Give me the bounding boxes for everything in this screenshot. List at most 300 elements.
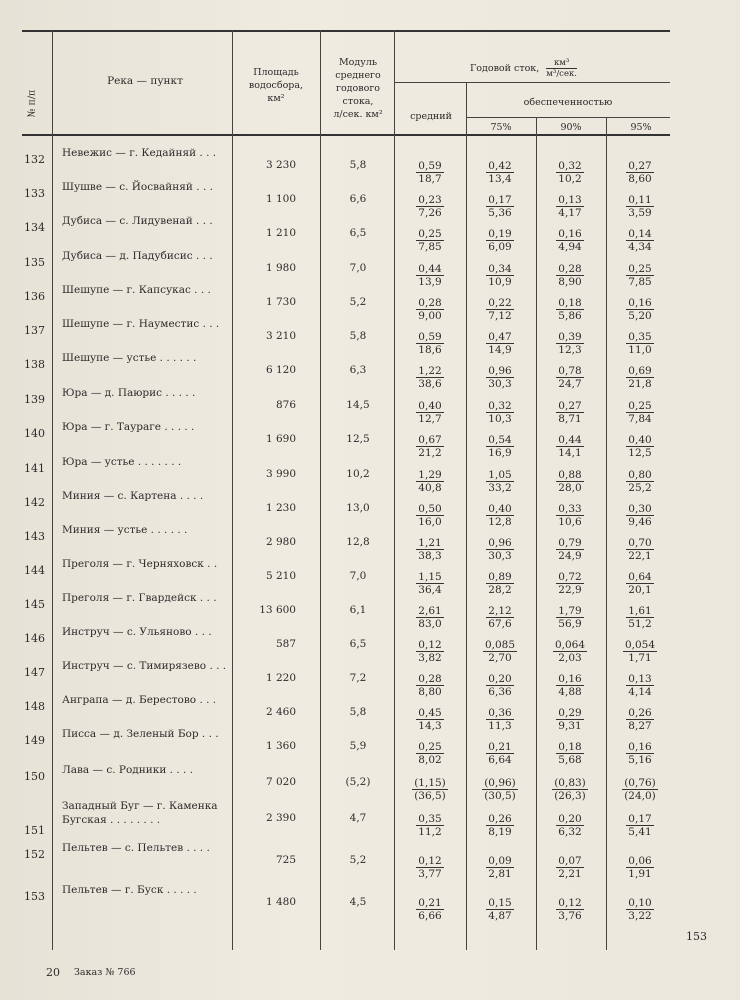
runoff-volume: 0,22 (488, 297, 512, 309)
runoff-discharge: 22,9 (558, 584, 582, 596)
runoff-discharge: 12,7 (418, 413, 442, 425)
runoff-volume: 0,16 (558, 228, 582, 240)
table-row (0, 796, 740, 838)
catchment-area: 2 460 (265, 706, 296, 718)
runoff-discharge: 14,1 (558, 447, 582, 459)
runoff-p90 (540, 813, 600, 838)
runoff-modulus: 5,8 (349, 159, 367, 171)
catchment-area: 1 100 (265, 193, 296, 205)
catchment-area: 3 990 (265, 468, 296, 480)
runoff-discharge: 5,20 (628, 310, 652, 322)
runoff-p95 (610, 813, 670, 838)
river-name: Пельтев — г. Буск . . . . . (62, 884, 197, 896)
river-name: Юра — г. Таураге . . . . . (62, 421, 195, 433)
runoff-volume: 0,064 (554, 639, 586, 651)
runoff-volume: 0,32 (558, 160, 582, 172)
header-river: Река — пункт (107, 75, 183, 87)
runoff-discharge: 51,2 (628, 618, 652, 630)
river-name: Дубиса — д. Падубисис . . . (62, 250, 213, 262)
catchment-area: 13 600 (259, 604, 296, 616)
runoff-discharge: 5,16 (628, 754, 652, 766)
runoff-volume: 0,42 (488, 160, 512, 172)
runoff-volume: 0,44 (558, 434, 582, 446)
river-name: Дубиса — с. Лидувенай . . . (62, 215, 213, 227)
runoff-discharge: 3,22 (628, 910, 652, 922)
runoff-discharge: 10,6 (558, 516, 582, 528)
runoff-units-bottom: м³/сек. (546, 69, 577, 79)
catchment-area: 6 120 (265, 364, 296, 376)
runoff-discharge: 4,14 (628, 686, 652, 698)
table-row (0, 280, 740, 322)
runoff-volume: 0,88 (558, 469, 582, 481)
river-name: Западный Буг — г. Каменка (62, 800, 218, 812)
runoff-discharge: 3,82 (418, 652, 442, 664)
runoff-discharge: 5,86 (558, 310, 582, 322)
row-number: 146 (24, 632, 45, 645)
row-number: 137 (24, 324, 45, 337)
runoff-discharge: (24,0) (624, 790, 656, 802)
river-name: Шешупе — г. Науместис . . . (62, 318, 220, 330)
river-name: Юра — устье . . . . . . . (62, 456, 182, 468)
runoff-discharge: 38,6 (418, 378, 442, 390)
runoff-modulus: 12,5 (346, 433, 370, 445)
row-number: 138 (24, 358, 45, 371)
runoff-discharge: 12,8 (488, 516, 512, 528)
runoff-volume: 0,67 (418, 434, 442, 446)
header-area: Площадь водосбора, км² (248, 67, 304, 104)
runoff-discharge: 10,2 (558, 173, 582, 185)
runoff-modulus: 7,2 (349, 672, 367, 684)
header-p95: 95% (630, 122, 652, 133)
runoff-discharge: (26,3) (554, 790, 586, 802)
runoff-discharge: 11,3 (488, 720, 512, 732)
row-number: 136 (24, 290, 45, 303)
runoff-volume: 0,25 (418, 228, 442, 240)
river-name: Невежис — г. Кедайняй . . . (62, 147, 217, 159)
runoff-discharge: 8,80 (418, 686, 442, 698)
row-number: 132 (24, 153, 45, 166)
runoff-discharge: 12,5 (628, 447, 652, 459)
runoff-discharge: 8,02 (418, 754, 442, 766)
runoff-volume: 0,17 (628, 813, 652, 825)
mean-runoff (400, 855, 460, 880)
header-modul: Модуль среднего годового стока, л/сек. км² (333, 57, 383, 120)
runoff-discharge: 10,3 (488, 413, 512, 425)
table-row (0, 622, 740, 664)
runoff-modulus: 12,8 (346, 536, 370, 548)
river-name: Шушве — с. Йосвайняй . . . (62, 181, 213, 193)
runoff-discharge: 18,6 (418, 344, 442, 356)
runoff-volume: 1,61 (628, 605, 652, 617)
runoff-volume: 1,29 (418, 469, 442, 481)
runoff-discharge: 4,94 (558, 241, 582, 253)
runoff-volume: 0,35 (418, 813, 442, 825)
runoff-volume: 0,89 (488, 571, 512, 583)
runoff-discharge: 11,2 (418, 826, 442, 838)
runoff-volume: 0,18 (558, 741, 582, 753)
runoff-volume: 0,07 (558, 855, 582, 867)
runoff-volume: 0,20 (558, 813, 582, 825)
header-probability: обеспеченностью (523, 97, 613, 108)
runoff-discharge: 2,70 (488, 652, 512, 664)
runoff-modulus: 6,5 (349, 638, 367, 650)
runoff-volume: 1,79 (558, 605, 582, 617)
runoff-volume: 0,17 (488, 194, 512, 206)
river-name: Инструч — с. Тимирязево . . . (62, 660, 227, 672)
runoff-modulus: 5,9 (349, 740, 367, 752)
runoff-discharge: 9,31 (558, 720, 582, 732)
runoff-units-top: км³ (546, 58, 577, 69)
runoff-volume: 0,26 (628, 707, 652, 719)
runoff-volume: 1,15 (418, 571, 442, 583)
runoff-volume: 0,47 (488, 331, 512, 343)
row-number: 148 (24, 700, 45, 713)
row-number: 134 (24, 221, 45, 234)
runoff-discharge: 24,7 (558, 378, 582, 390)
runoff-discharge: 9,00 (418, 310, 442, 322)
runoff-p75 (470, 897, 530, 922)
row-number: 140 (24, 427, 45, 440)
left-page-number: 20 (46, 966, 60, 979)
runoff-discharge: 4,17 (558, 207, 582, 219)
table-row (0, 838, 740, 880)
runoff-volume: 0,10 (628, 897, 652, 909)
runoff-volume: (0,96) (484, 777, 516, 789)
runoff-volume: 0,34 (488, 263, 512, 275)
runoff-modulus: 5,8 (349, 330, 367, 342)
runoff-volume: 0,06 (628, 855, 652, 867)
row-number: 144 (24, 564, 45, 577)
catchment-area: 1 690 (265, 433, 296, 445)
runoff-discharge: (36,5) (414, 790, 446, 802)
table-top-rule (22, 30, 670, 32)
catchment-area: 587 (275, 638, 296, 650)
runoff-discharge: 22,1 (628, 550, 652, 562)
runoff-volume: 0,64 (628, 571, 652, 583)
table-row (0, 486, 740, 528)
runoff-volume: 0,11 (628, 194, 652, 206)
table-row (0, 520, 740, 562)
runoff-discharge: 8,27 (628, 720, 652, 732)
runoff-volume: (1,15) (414, 777, 446, 789)
runoff-discharge: 21,2 (418, 447, 442, 459)
runoff-volume: 0,33 (558, 503, 582, 515)
runoff-discharge: 28,0 (558, 482, 582, 494)
runoff-volume: 0,15 (488, 897, 512, 909)
row-number: 141 (24, 462, 45, 475)
runoff-volume: 0,28 (418, 673, 442, 685)
river-name: Миния — с. Картена . . . . (62, 490, 204, 502)
runoff-discharge: 21,8 (628, 378, 652, 390)
row-number: 153 (24, 890, 45, 903)
catchment-area: 7 020 (265, 776, 296, 788)
row-number: 152 (24, 848, 45, 861)
table-row (0, 724, 740, 766)
runoff-volume: 0,50 (418, 503, 442, 515)
runoff-volume: 0,40 (488, 503, 512, 515)
table-row (0, 656, 740, 698)
runoff-modulus: 5,8 (349, 706, 367, 718)
runoff-volume: 0,13 (558, 194, 582, 206)
runoff-discharge: 13,4 (488, 173, 512, 185)
runoff-volume: 0,09 (488, 855, 512, 867)
river-name: Лава — с. Родники . . . . (62, 764, 194, 776)
runoff-discharge: 2,81 (488, 868, 512, 880)
runoff-discharge: 16,9 (488, 447, 512, 459)
runoff-volume: 0,16 (628, 741, 652, 753)
runoff-discharge: 36,4 (418, 584, 442, 596)
runoff-p75 (470, 813, 530, 838)
header-p75: 75% (490, 122, 512, 133)
runoff-modulus: 5,2 (349, 296, 367, 308)
mean-runoff (400, 813, 460, 838)
runoff-p95 (610, 855, 670, 880)
runoff-modulus: 13,0 (346, 502, 370, 514)
runoff-discharge: 7,85 (628, 276, 652, 288)
runoff-volume: 0,27 (558, 400, 582, 412)
runoff-volume: 0,25 (628, 263, 652, 275)
runoff-header-rule (394, 82, 670, 83)
runoff-discharge: 7,85 (418, 241, 442, 253)
catchment-area: 1 980 (265, 262, 296, 274)
runoff-modulus: (5,2) (345, 776, 371, 788)
runoff-modulus: 6,6 (349, 193, 367, 205)
runoff-volume: 0,72 (558, 571, 582, 583)
runoff-discharge: 8,60 (628, 173, 652, 185)
table-row (0, 760, 740, 802)
header-mean: средний (410, 111, 452, 122)
runoff-discharge: 25,2 (628, 482, 652, 494)
table-row (0, 417, 740, 459)
catchment-area: 1 220 (265, 672, 296, 684)
runoff-modulus: 14,5 (346, 399, 370, 411)
runoff-discharge: 30,3 (488, 378, 512, 390)
runoff-discharge: 6,36 (488, 686, 512, 698)
river-name: Писса — д. Зеленый Бор . . . (62, 728, 219, 740)
runoff-volume: 0,79 (558, 537, 582, 549)
runoff-volume: 0,14 (628, 228, 652, 240)
table-row (0, 143, 740, 185)
runoff-discharge: 4,87 (488, 910, 512, 922)
row-number: 135 (24, 256, 45, 269)
runoff-volume: 0,25 (418, 741, 442, 753)
runoff-discharge: 3,77 (418, 868, 442, 880)
runoff-volume: 0,085 (484, 639, 516, 651)
runoff-volume: 2,12 (488, 605, 512, 617)
runoff-volume: 2,61 (418, 605, 442, 617)
runoff-discharge: 7,84 (628, 413, 652, 425)
header-runoff: Годовой сток, км³ м³/сек. (470, 58, 577, 79)
runoff-discharge: 6,64 (488, 754, 512, 766)
catchment-area: 725 (275, 854, 296, 866)
runoff-volume: 0,44 (418, 263, 442, 275)
river-name: Преголя — г. Черняховск . . (62, 558, 218, 570)
runoff-p90 (540, 855, 600, 880)
header-p90: 90% (560, 122, 582, 133)
table-row (0, 383, 740, 425)
runoff-volume: 0,59 (418, 160, 442, 172)
runoff-discharge: 30,3 (488, 550, 512, 562)
river-name: Преголя — г. Гвардейск . . . (62, 592, 217, 604)
runoff-volume: 0,054 (624, 639, 656, 651)
runoff-modulus: 7,0 (349, 262, 367, 274)
runoff-volume: 0,59 (418, 331, 442, 343)
runoff-discharge: 18,7 (418, 173, 442, 185)
runoff-p90 (540, 897, 600, 922)
runoff-discharge: 5,36 (488, 207, 512, 219)
mean-runoff (400, 897, 460, 922)
runoff-discharge: 11,0 (628, 344, 652, 356)
runoff-discharge: 16,0 (418, 516, 442, 528)
runoff-modulus: 7,0 (349, 570, 367, 582)
runoff-discharge: 5,68 (558, 754, 582, 766)
runoff-volume: 0,80 (628, 469, 652, 481)
runoff-discharge: 3,59 (628, 207, 652, 219)
runoff-discharge: 24,9 (558, 550, 582, 562)
runoff-discharge: 7,26 (418, 207, 442, 219)
table-row (0, 452, 740, 494)
runoff-volume: 0,20 (488, 673, 512, 685)
runoff-volume: 0,21 (488, 741, 512, 753)
runoff-volume: 0,96 (488, 537, 512, 549)
runoff-discharge: 4,88 (558, 686, 582, 698)
catchment-area: 876 (275, 399, 296, 411)
river-name: Инструч — с. Ульяново . . . (62, 626, 212, 638)
row-number: 133 (24, 187, 45, 200)
row-number: 139 (24, 393, 45, 406)
runoff-volume: 0,12 (418, 855, 442, 867)
table-row (0, 314, 740, 356)
row-number: 145 (24, 598, 45, 611)
runoff-discharge: 13,9 (418, 276, 442, 288)
runoff-volume: 0,70 (628, 537, 652, 549)
runoff-discharge: 6,66 (418, 910, 442, 922)
runoff-volume: 0,40 (628, 434, 652, 446)
runoff-volume: 0,13 (628, 673, 652, 685)
table-row (0, 690, 740, 732)
runoff-volume: 0,12 (558, 897, 582, 909)
catchment-area: 1 360 (265, 740, 296, 752)
river-name: Юра — д. Паюрис . . . . . (62, 387, 196, 399)
river-name: Шешупе — г. Капсукас . . . (62, 284, 211, 296)
runoff-discharge: 1,71 (628, 652, 652, 664)
runoff-volume: 0,16 (558, 673, 582, 685)
runoff-volume: 0,19 (488, 228, 512, 240)
catchment-area: 1 210 (265, 227, 296, 239)
runoff-discharge: 8,71 (558, 413, 582, 425)
table-row (0, 588, 740, 630)
runoff-p75 (470, 855, 530, 880)
row-number: 149 (24, 734, 45, 747)
runoff-discharge: 8,90 (558, 276, 582, 288)
runoff-discharge: 38,3 (418, 550, 442, 562)
runoff-discharge: 3,76 (558, 910, 582, 922)
runoff-discharge: 1,91 (628, 868, 652, 880)
runoff-modulus: 6,3 (349, 364, 367, 376)
runoff-volume: 0,35 (628, 331, 652, 343)
river-name: Анграпа — д. Берестово . . . (62, 694, 217, 706)
runoff-volume: 0,36 (488, 707, 512, 719)
runoff-discharge: 40,8 (418, 482, 442, 494)
runoff-volume: 0,25 (628, 400, 652, 412)
runoff-discharge: 6,32 (558, 826, 582, 838)
catchment-area: 5 210 (265, 570, 296, 582)
runoff-volume: 1,22 (418, 365, 442, 377)
runoff-discharge: 14,3 (418, 720, 442, 732)
catchment-area: 1 480 (265, 896, 296, 908)
header-num: № п/п (26, 89, 38, 118)
runoff-discharge: 2,21 (558, 868, 582, 880)
probability-header-rule (466, 117, 670, 118)
runoff-discharge: 28,2 (488, 584, 512, 596)
river-name-continued: Бугская . . . . . . . . (62, 814, 161, 826)
runoff-volume: 0,12 (418, 639, 442, 651)
runoff-p95 (610, 897, 670, 922)
runoff-volume: 0,26 (488, 813, 512, 825)
runoff-discharge: 67,6 (488, 618, 512, 630)
runoff-volume: 0,27 (628, 160, 652, 172)
runoff-modulus: 6,1 (349, 604, 367, 616)
runoff-discharge: 83,0 (418, 618, 442, 630)
runoff-discharge: 9,46 (628, 516, 652, 528)
row-number: 151 (24, 824, 45, 837)
catchment-area: 2 390 (265, 812, 296, 824)
runoff-volume: 0,39 (558, 331, 582, 343)
runoff-discharge: 2,03 (558, 652, 582, 664)
river-name: Миния — устье . . . . . . (62, 524, 188, 536)
river-name: Пельтев — с. Пельтев . . . . (62, 842, 210, 854)
runoff-modulus: 6,5 (349, 227, 367, 239)
row-number: 143 (24, 530, 45, 543)
runoff-volume: 0,29 (558, 707, 582, 719)
row-number: 150 (24, 770, 45, 783)
runoff-volume: (0,83) (554, 777, 586, 789)
runoff-discharge: 4,34 (628, 241, 652, 253)
runoff-volume: 0,30 (628, 503, 652, 515)
runoff-modulus: 4,7 (349, 812, 367, 824)
runoff-volume: 0,32 (488, 400, 512, 412)
table-row (0, 211, 740, 253)
runoff-discharge: 8,19 (488, 826, 512, 838)
row-number: 147 (24, 666, 45, 679)
runoff-volume: 0,69 (628, 365, 652, 377)
runoff-discharge: 33,2 (488, 482, 512, 494)
table-row (0, 348, 740, 390)
header-bottom-rule (22, 134, 670, 136)
right-page-number: 153 (686, 930, 707, 943)
runoff-volume: 0,23 (418, 194, 442, 206)
print-order: Заказ № 766 (74, 967, 136, 978)
runoff-volume: 0,96 (488, 365, 512, 377)
table-row (0, 554, 740, 596)
table-row (0, 880, 740, 922)
catchment-area: 3 230 (265, 159, 296, 171)
runoff-volume: 0,40 (418, 400, 442, 412)
runoff-volume: 0,28 (418, 297, 442, 309)
runoff-volume: 0,54 (488, 434, 512, 446)
runoff-volume: 1,21 (418, 537, 442, 549)
runoff-discharge: 10,9 (488, 276, 512, 288)
catchment-area: 3 210 (265, 330, 296, 342)
table-row (0, 246, 740, 288)
catchment-area: 2 980 (265, 536, 296, 548)
river-name: Шешупе — устье . . . . . . (62, 352, 197, 364)
runoff-discharge: 20,1 (628, 584, 652, 596)
catchment-area: 1 230 (265, 502, 296, 514)
catchment-area: 1 730 (265, 296, 296, 308)
runoff-discharge: 14,9 (488, 344, 512, 356)
runoff-discharge: 5,41 (628, 826, 652, 838)
